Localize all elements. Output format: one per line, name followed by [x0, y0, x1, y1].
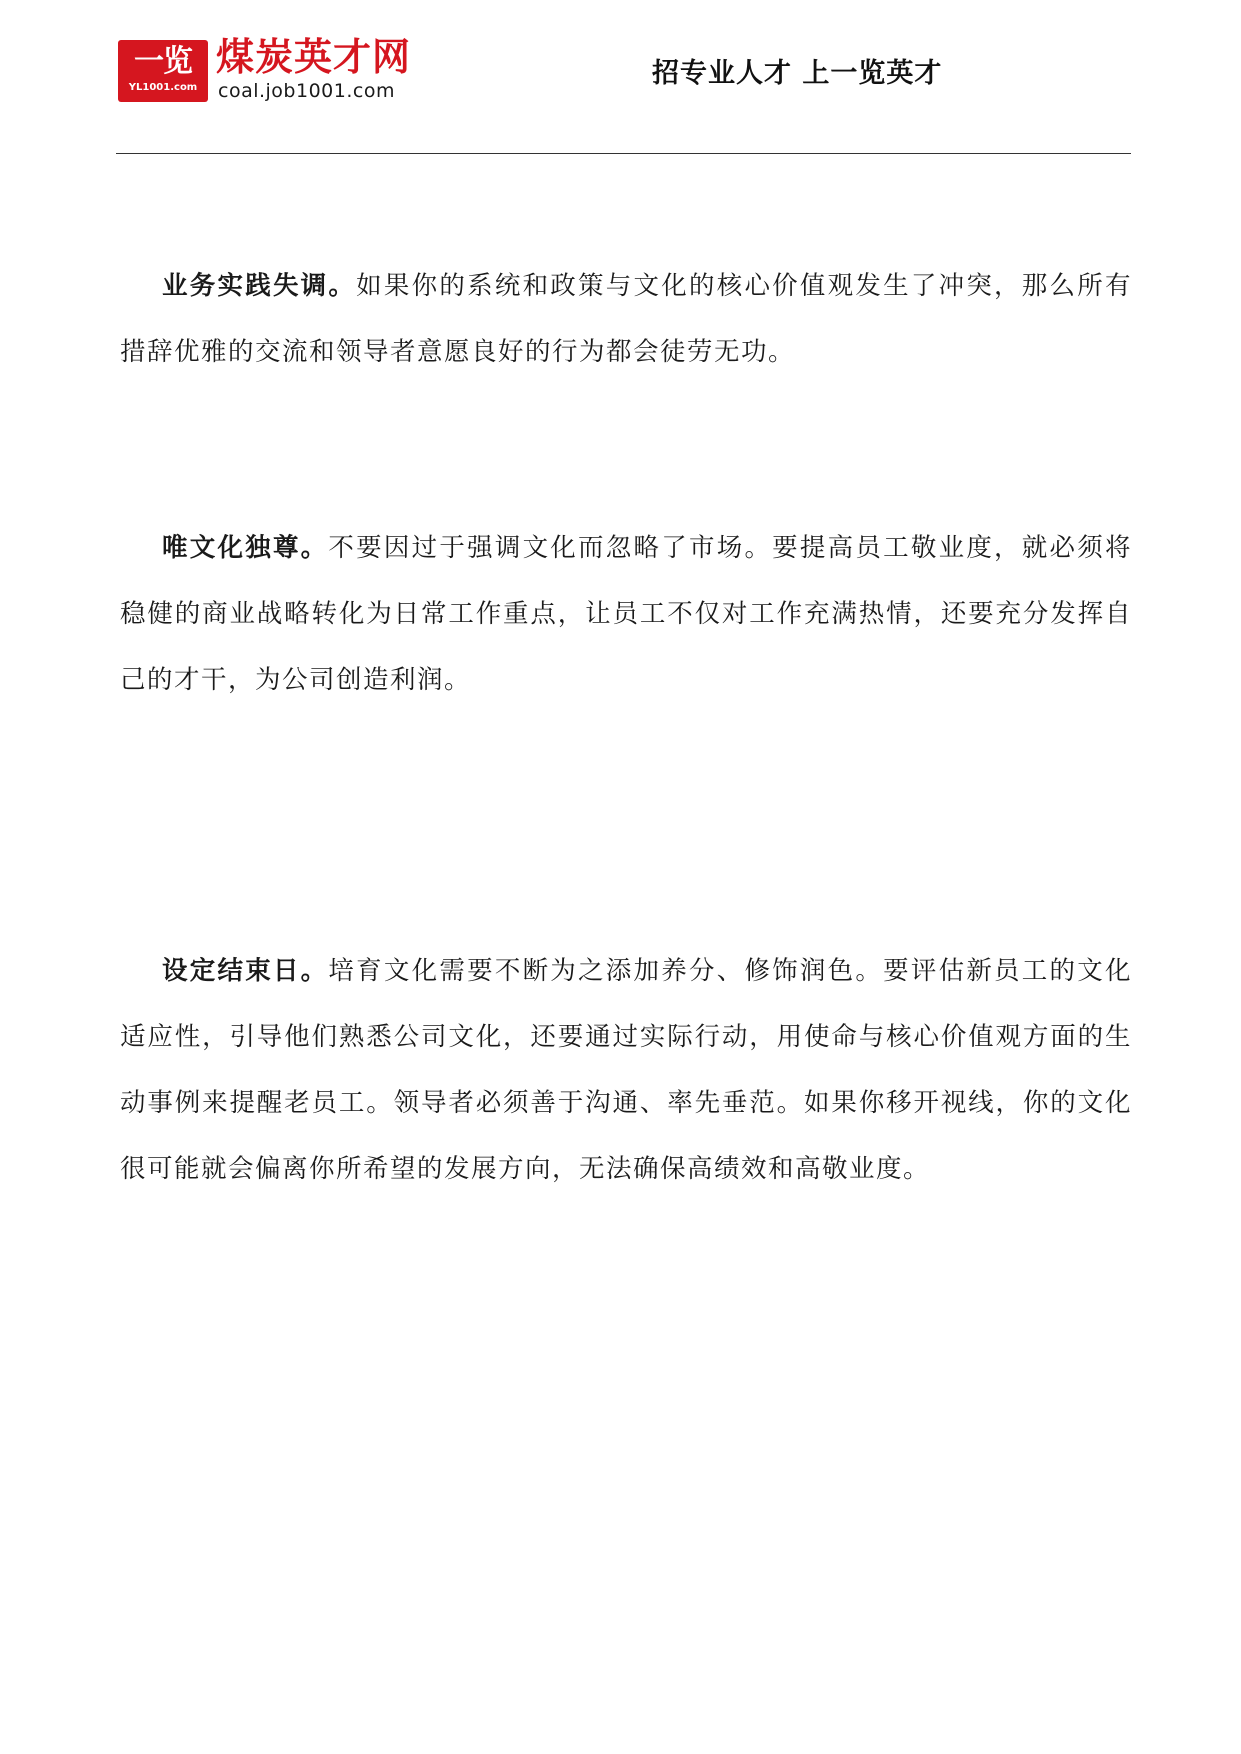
page-header	[0, 0, 1241, 160]
logo-site: YL1001.com	[128, 82, 198, 93]
paragraph-text: 不要因过于强调文化而忽略了市场。要提高员工敬业度，就必须将稳健的商业战略转化为日常工作重点，让员工不仅对工作充满热情，还要充分发挥自己的才干，为公司创造利润。	[120, 533, 1132, 695]
paragraph-end-date	[120, 938, 1132, 1202]
paragraph-lead: 唯文化独尊。	[162, 533, 329, 563]
yilan-logo	[118, 40, 208, 102]
paragraph-business-practice	[120, 253, 1132, 385]
paragraph-culture-only	[120, 515, 1132, 713]
brand-title: 煤炭英才网	[216, 35, 412, 79]
paragraph-lead: 业务实践失调。	[162, 271, 357, 301]
header-slogan: 招专业人才 上一览英才	[652, 58, 943, 89]
logo-mark: 一览	[134, 44, 192, 79]
paragraph-text: 培育文化需要不断为之添加养分、修饰润色。要评估新员工的文化适应性，引导他们熟悉公司文化，还要通过实际行动，用使命与核心价值观方面的生动事例来提醒老员工。领导者必须善于沟通、率先垂范。如果你移开视线，你的文化很可能就会偏离你所希望的发展方向，无法确保高绩效和高敬业度。	[120, 956, 1132, 1184]
paragraph-lead: 设定结束日。	[162, 956, 329, 986]
brand-url: coal.job1001.com	[218, 80, 395, 102]
paragraph-text: 如果你的系统和政策与文化的核心价值观发生了冲突，那么所有措辞优雅的交流和领导者意愿良好的行为都会徒劳无功。	[120, 271, 1132, 367]
header-divider	[116, 153, 1131, 154]
